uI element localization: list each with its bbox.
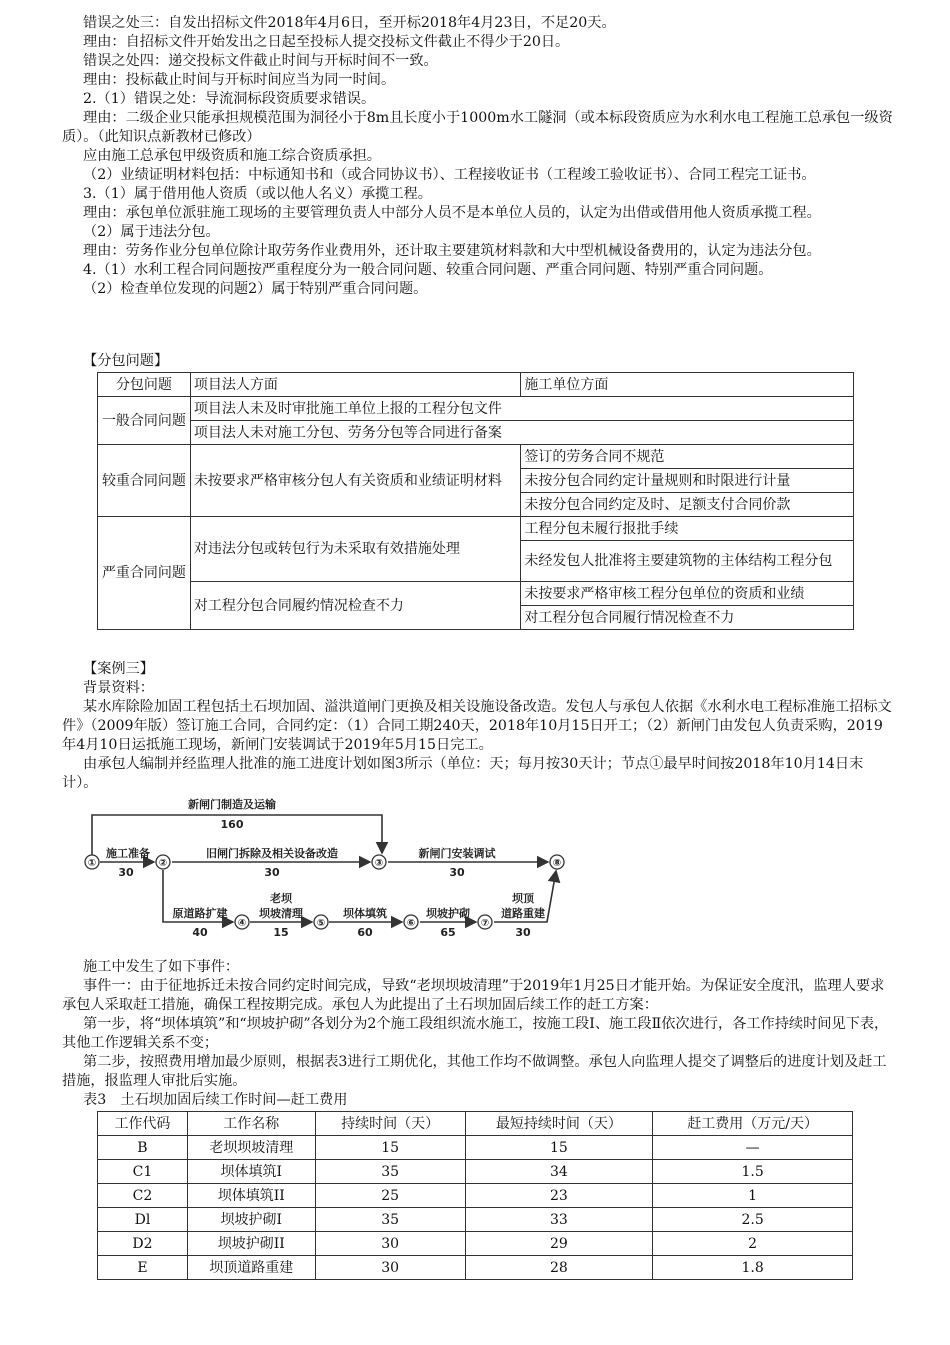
table-cell: 项目法人未对施工分包、劳务分包等合同进行备案	[190, 421, 853, 445]
table-cell: 坝坡护砌II	[187, 1232, 315, 1256]
network-node	[235, 915, 249, 929]
table-cell: B	[98, 1136, 188, 1160]
case3-paragraph: 某水库除险加固工程包括土石坝加固、溢洪道闸门更换及相关设施设备改造。发包人与承包人依据《水利水电工程标准施工招标文件》（2009年版）签订施工合同，合同约定：（1）合同工期240天，2018年10月15日开工；（2）新闸门由发包人负责采购，2019年4月10日运抵施工现场，新闸门安装调试于2019年5月15日完工。	[62, 699, 892, 753]
table-row	[98, 1184, 853, 1208]
table-cell: 坝体填筑II	[187, 1184, 315, 1208]
table-cell: 33	[465, 1208, 653, 1232]
table-cell: 1.5	[653, 1160, 853, 1184]
category-cell: 严重合同问题	[98, 517, 191, 630]
network-node	[156, 855, 170, 869]
table-cell: 坝顶道路重建	[187, 1256, 315, 1280]
table-cell: 30	[315, 1256, 465, 1280]
table-cell: 35	[315, 1208, 465, 1232]
table-row	[98, 1208, 853, 1232]
svg-text:②: ②	[158, 858, 168, 869]
table-cell: 坝坡护砌I	[187, 1208, 315, 1232]
table-cell: 2.5	[653, 1208, 853, 1232]
activity-duration: 30	[118, 866, 134, 879]
activity-label: 老坝	[270, 892, 292, 905]
events-section	[62, 958, 894, 1110]
table-cell: 25	[315, 1184, 465, 1208]
header-cell: 工作名称	[187, 1112, 315, 1136]
answers-section	[62, 14, 894, 299]
answer-line: 应由施工总承包甲级资质和施工综合资质承担。	[83, 148, 381, 164]
activity-label: 新闸门制造及运输	[188, 798, 276, 811]
table-cell: 2	[653, 1232, 853, 1256]
table-row	[98, 1160, 853, 1184]
case3-section	[62, 660, 894, 793]
answer-line: 错误之处四：递交投标文件截止时间与开标时间不一致。	[83, 53, 438, 69]
table-cell: 29	[465, 1232, 653, 1256]
activity-duration: 15	[273, 926, 289, 939]
table-cell: 对工程分包合同履行情况检查不力	[521, 606, 854, 630]
table-cell: 对工程分包合同履约情况检查不力	[190, 582, 521, 630]
table-cell: E	[98, 1256, 188, 1280]
activity-duration: 30	[515, 926, 531, 939]
answer-line: 4.（1）水利工程合同问题按严重程度分为一般合同问题、较重合同问题、严重合同问题、特别严重合同问题。	[83, 262, 773, 278]
svg-text:①: ①	[87, 858, 97, 869]
table-cell: 工程分包未履行报批手续	[521, 517, 854, 541]
table-row	[98, 1232, 853, 1256]
table-cell: 未按分包合同约定及时、足额支付合同价款	[521, 493, 854, 517]
activity-duration: 30	[449, 866, 465, 879]
table-cell: D2	[98, 1232, 188, 1256]
table-row	[98, 582, 854, 606]
network-node	[372, 855, 386, 869]
header-cell: 赶工费用（万元/天）	[653, 1112, 853, 1136]
network-node	[85, 855, 99, 869]
header-cell: 项目法人方面	[190, 373, 521, 397]
activity-label: 坝顶	[512, 892, 534, 905]
network-node	[314, 915, 328, 929]
activity-label: 坝坡清理	[259, 907, 303, 920]
table-cell: —	[653, 1136, 853, 1160]
answer-line: （2）检查单位发现的问题2）属于特别严重合同问题。	[83, 281, 428, 297]
event-paragraph: 事件一：由于征地拆迁未按合同约定时间完成，导致“老坝坝坡清理”于2019年1月25日才能开始。为保证安全度汛，监理人要求承包人采取赶工措施，确保工程按期完成。承包人为此提出了土石坝加固后续工作的赶工方案：	[62, 978, 885, 1013]
table-row	[98, 1136, 853, 1160]
table-cell: 项目法人未及时审批施工单位上报的工程分包文件	[190, 397, 853, 421]
header-cell: 工作代码	[98, 1112, 188, 1136]
answer-line: 理由：二级企业只能承担规模范围为洞径小于8m且长度小于1000m水工隧洞（或本标段资质应为水利水电工程施工总承包一级资质）。（此知识点新教材已修改）	[62, 110, 893, 145]
answer-line: 理由：自招标文件开始发出之日起至投标人提交投标文件截止不得少于20日。	[83, 34, 570, 50]
table-cell: C2	[98, 1184, 188, 1208]
event-paragraph: 第一步，将“坝体填筑”和“坝坡护砌”各划分为2个施工段组织流水施工，按施工段Ⅰ、施工段Ⅱ依次进行，各工作持续时间见下表，其他工作逻辑关系不变；	[62, 1016, 889, 1051]
table-row	[98, 1256, 853, 1280]
activity-label: 坝坡护砌	[426, 907, 470, 920]
table-header-row	[98, 373, 854, 397]
answer-line: （2）属于违法分包。	[83, 224, 220, 240]
event-paragraph: 施工中发生了如下事件：	[83, 959, 240, 975]
activity-label: 原道路扩建	[172, 907, 228, 920]
subcontract-heading: 【分包问题】	[83, 353, 169, 369]
case3-intro: 背景资料：	[83, 680, 154, 696]
answer-line: 错误之处三：自发出招标文件2018年4月6日，至开标2018年4月23日，不足20天。	[83, 15, 616, 31]
header-cell: 最短持续时间（天）	[465, 1112, 653, 1136]
table-cell: 老坝坝坡清理	[187, 1136, 315, 1160]
table-cell: C1	[98, 1160, 188, 1184]
network-diagram	[82, 795, 572, 940]
table-cell: 34	[465, 1160, 653, 1184]
svg-text:⑦: ⑦	[480, 918, 490, 929]
table3	[97, 1111, 853, 1280]
table-cell: 未按要求严格审核工程分包单位的资质和业绩	[521, 582, 854, 606]
activity-duration: 60	[357, 926, 373, 939]
event-paragraph: 第二步，按照费用增加最少原则，根据表3进行工期优化，其他工作均不做调整。承包人向监理人提交了调整后的进度计划及赶工措施，报监理人审批后实施。	[62, 1054, 887, 1089]
activity-label: 道路重建	[501, 907, 545, 920]
subcontract-table	[97, 372, 854, 630]
answer-line: 3.（1）属于借用他人资质（或以他人名义）承揽工程。	[83, 186, 432, 202]
case3-paragraph: 由承包人编制并经监理人批准的施工进度计划如图3所示（单位：天；每月按30天计；节点①最早时间按2018年10月14日末计）。	[62, 756, 864, 791]
table-row	[98, 421, 854, 445]
svg-text:⑥: ⑥	[406, 918, 416, 929]
table-cell: Dl	[98, 1208, 188, 1232]
answer-line: 理由：劳务作业分包单位除计取劳务作业费用外，还计取主要建筑材料款和大中型机械设备费用的，认定为违法分包。	[83, 243, 821, 259]
activity-duration: 65	[440, 926, 456, 939]
activity-label: 施工准备	[106, 847, 150, 860]
table-cell: 坝体填筑I	[187, 1160, 315, 1184]
activity-label: 坝体填筑	[343, 907, 387, 920]
answer-line: 理由：承包单位派驻施工现场的主要管理负责人中部分人员不是本单位人员的，认定为出借或借用他人资质承揽工程。	[83, 205, 821, 221]
answer-line: 2.（1）错误之处：导流洞标段资质要求错误。	[83, 91, 376, 107]
table-cell: 1.8	[653, 1256, 853, 1280]
activity-duration: 160	[220, 818, 244, 831]
table-row	[98, 445, 854, 469]
header-cell: 持续时间（天）	[315, 1112, 465, 1136]
table-cell: 未按要求严格审核分包人有关资质和业绩证明材料	[190, 445, 521, 517]
header-cell: 分包问题	[98, 373, 191, 397]
table-header-row	[98, 1112, 853, 1136]
svg-text:③: ③	[374, 858, 384, 869]
table-cell: 35	[315, 1160, 465, 1184]
table-cell: 未经发包人批准将主要建筑物的主体结构工程分包	[521, 541, 854, 582]
svg-text:④: ④	[237, 918, 247, 929]
table-cell: 未按分包合同约定计量规则和时限进行计量	[521, 469, 854, 493]
table-row	[98, 517, 854, 541]
table-cell: 1	[653, 1184, 853, 1208]
network-node	[478, 915, 492, 929]
activity-label: 新闸门安装调试	[418, 847, 496, 860]
table-cell: 15	[315, 1136, 465, 1160]
table-cell: 30	[315, 1232, 465, 1256]
header-cell: 施工单位方面	[521, 373, 854, 397]
activity-duration: 40	[192, 926, 208, 939]
network-node	[550, 855, 564, 869]
category-cell: 一般合同问题	[98, 397, 191, 445]
table-cell: 签订的劳务合同不规范	[521, 445, 854, 469]
answer-line: 理由：投标截止时间与开标时间应当为同一时间。	[83, 72, 396, 88]
category-cell: 较重合同问题	[98, 445, 191, 517]
table3-caption: 表3 土石坝加固后续工作时间—赶工费用	[83, 1092, 348, 1108]
table-row	[98, 397, 854, 421]
svg-text:⑧: ⑧	[552, 858, 562, 869]
table-cell: 23	[465, 1184, 653, 1208]
table-cell: 28	[465, 1256, 653, 1280]
table-cell: 对违法分包或转包行为未采取有效措施处理	[190, 517, 521, 582]
answer-line: （2）业绩证明材料包括：中标通知书和（或合同协议书）、工程接收证书（工程竣工验收证书）、合同工程完工证书。	[83, 167, 816, 183]
activity-label: 旧闸门拆除及相关设备改造	[206, 847, 338, 860]
case3-heading: 【案例三】	[83, 661, 154, 677]
network-node	[404, 915, 418, 929]
activity-duration: 30	[264, 866, 280, 879]
table-cell: 15	[465, 1136, 653, 1160]
svg-text:⑤: ⑤	[316, 918, 326, 929]
